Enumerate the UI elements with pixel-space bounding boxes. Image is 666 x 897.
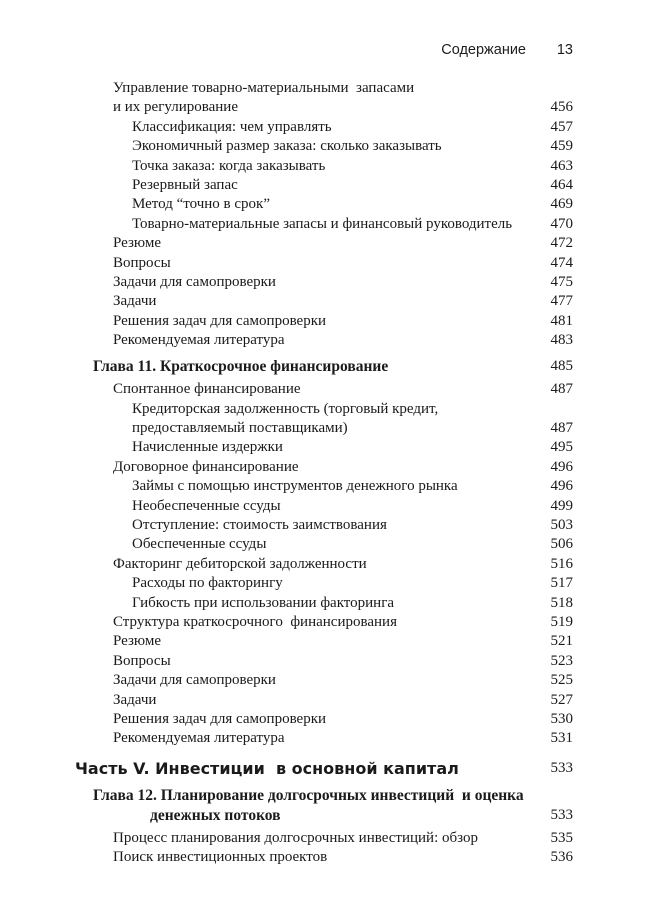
toc-entry-title [113,632,527,651]
toc-entry-title-line: Часть V. Инвестиции в основной капитал [75,758,459,778]
toc-entry-page-number: 456 [550,99,573,116]
toc-entry-title-line: Отступление: стоимость заимствования [132,516,387,533]
toc-entry-title-line: Необеспеченные ссуды [132,497,281,514]
toc-entry-page-number: 472 [550,235,573,252]
toc-entry-title [132,477,527,496]
toc-entry [0,632,573,651]
toc-entry-title-line: предоставляемый поставщиками) [132,419,348,436]
toc-entry [0,292,573,311]
toc-entry-title-line: Рекомендуемая литература [113,730,285,747]
toc-entry [0,438,573,457]
toc-entry-title [113,312,527,331]
toc-entry [0,254,573,273]
toc-entry-title [113,710,527,729]
toc-entry-page-number: 530 [550,711,573,727]
toc-entry-page-number: 470 [550,215,573,232]
toc-entry-page-number: 521 [550,633,573,650]
toc-entry-title [132,516,527,535]
toc-entry [0,357,573,376]
toc-entry-page-number: 475 [550,274,573,291]
toc-entry-title [132,176,527,195]
toc-entry-title [113,79,527,118]
toc-entry-page-number: 518 [550,594,573,611]
toc-entry-title-line: Гибкость при использовании факторинга [132,594,395,611]
toc-entry [0,234,573,253]
toc-entry-title [113,458,527,477]
toc-list [0,79,666,868]
toc-entry-title-line: Структура краткосрочного финансирования [113,613,397,630]
toc-entry [0,613,573,632]
toc-entry-title [132,118,527,137]
toc-entry-title [113,613,527,632]
toc-entry [0,555,573,574]
toc-entry-title-line: Поиск инвестиционных проектов [113,849,328,866]
toc-entry [0,118,573,137]
toc-entry-page-number: 487 [550,381,573,398]
toc-entry-page-number: 517 [550,575,573,592]
toc-entry-title [113,848,527,867]
toc-entry [0,848,573,867]
toc-entry-title-line: Рекомендуемая литература [113,332,285,349]
toc-entry-title-line: Кредиторская задолженность (торговый кредит, [132,400,439,417]
toc-entry-title-line: и их регулирование [113,99,238,116]
toc-entry [0,176,573,195]
toc-entry-page-number: 533 [550,759,573,776]
toc-entry [0,710,573,729]
toc-entry [0,691,573,710]
toc-entry-title-line: Экономичный размер заказа: сколько заказывать [132,138,442,155]
toc-entry-page-number: 506 [550,536,573,553]
toc-entry-title [113,234,527,253]
toc-entry-title [132,157,527,176]
toc-entry-title-line: Задачи [113,691,157,708]
toc-entry-title [132,400,527,439]
toc-entry-title [132,215,527,234]
toc-entry-title [113,292,527,311]
toc-entry-title [113,380,527,399]
toc-entry-title [113,671,527,690]
toc-entry-page-number: 457 [550,118,573,135]
toc-entry-page-number: 481 [550,312,573,329]
toc-entry-title [113,829,527,848]
toc-entry [0,516,573,535]
toc-entry-title-line: Управление товарно-материальными запасами [113,80,415,96]
toc-entry [0,759,573,778]
toc-entry-title [113,254,527,273]
toc-entry-title [113,331,527,350]
toc-entry-title [132,195,527,214]
toc-entry-page-number: 485 [550,357,573,374]
toc-entry-title [93,786,527,825]
toc-entry-title [75,759,527,778]
toc-entry-title [132,438,527,457]
toc-entry-title [132,497,527,516]
toc-entry-page-number: 469 [550,196,573,213]
toc-entry-page-number: 477 [550,293,573,310]
toc-entry-page-number: 527 [550,691,573,708]
toc-entry-title [132,594,527,613]
toc-entry-title-line: Займы с помощью инструментов денежного рынка [132,478,458,495]
toc-entry-title [113,691,527,710]
toc-entry-page-number: 499 [550,497,573,514]
toc-entry-page-number: 496 [550,478,573,495]
toc-entry-title-line: Решения задач для самопроверки [113,312,327,329]
toc-entry-title-line: Спонтанное финансирование [113,381,301,398]
toc-entry [0,195,573,214]
toc-entry-title-line: Расходы по факторингу [132,575,283,592]
toc-entry [0,157,573,176]
toc-entry-title-line: Метод “точно в срок” [132,196,270,213]
toc-entry [0,215,573,234]
toc-entry-title-line: Глава 12. Планирование долгосрочных инвестиций и оценка [93,787,524,805]
toc-entry-page-number: 463 [550,157,573,174]
toc-entry-page-number: 496 [550,458,573,475]
toc-entry-title-line: Резервный запас [132,177,238,194]
toc-entry [0,535,573,554]
toc-entry-title-line: Резюме [113,633,162,650]
toc-entry [0,79,573,118]
toc-entry-page-number: 483 [550,332,573,349]
toc-entry-title-line: Резюме [113,235,162,252]
toc-entry [0,380,573,399]
toc-entry-title-line: Товарно-материальные запасы и финансовый руководитель [132,215,513,232]
toc-entry-page-number: 525 [550,672,573,689]
toc-entry-title-line: Процесс планирования долгосрочных инвестиций: обзор [113,830,478,847]
toc-entry [0,331,573,350]
toc-entry-page-number: 536 [550,849,573,866]
toc-entry [0,574,573,593]
toc-entry [0,312,573,331]
toc-entry-title-line: Договорное финансирование [113,458,299,475]
toc-entry-page-number: 519 [550,613,573,630]
toc-entry [0,137,573,156]
toc-entry-title-line: Решения задач для самопроверки [113,711,327,727]
toc-entry-title [113,652,527,671]
toc-entry-page-number: 523 [550,652,573,669]
toc-entry [0,786,573,825]
toc-entry-title [132,137,527,156]
toc-entry-title-line: Обеспеченные ссуды [132,536,267,553]
toc-entry-page-number: 459 [550,138,573,155]
toc-entry-title [113,729,527,748]
toc-entry [0,652,573,671]
toc-entry-title-line: Классификация: чем управлять [132,118,332,135]
toc-entry-page-number: 495 [550,439,573,456]
toc-entry-title-line: Вопросы [113,254,171,271]
toc-entry [0,594,573,613]
toc-entry-title-line: Задачи [113,293,157,310]
toc-entry-title-line: Факторинг дебиторской задолженности [113,555,367,572]
toc-entry-title-line: денежных потоков [150,806,281,824]
header-section-title: Содержание [441,42,526,58]
toc-entry [0,458,573,477]
toc-entry-page-number: 531 [550,730,573,747]
page-header [0,0,666,58]
toc-entry [0,829,573,848]
header-page-number: 13 [556,42,573,58]
toc-entry-title [113,555,527,574]
toc-entry-title-line: Начисленные издержки [132,439,283,456]
toc-entry [0,729,573,748]
toc-entry-page-number: 516 [550,555,573,572]
toc-entry [0,497,573,516]
toc-entry-title-line: Точка заказа: когда заказывать [132,157,326,174]
toc-entry [0,273,573,292]
toc-entry-title-line: Глава 11. Краткосрочное финансирование [93,357,389,375]
toc-entry [0,477,573,496]
toc-entry-title [132,574,527,593]
toc-entry-page-number: 487 [550,419,573,436]
toc-entry-page-number: 464 [550,177,573,194]
toc-entry-page-number: 503 [550,516,573,533]
toc-entry-title [93,357,527,376]
toc-entry-title [132,535,527,554]
toc-entry-page-number: 533 [550,806,573,823]
toc-entry-title-line: Вопросы [113,652,171,669]
toc-entry-page-number: 535 [550,830,573,847]
toc-entry-title-line: Задачи для самопроверки [113,274,276,291]
toc-entry [0,671,573,690]
toc-entry-title-line: Задачи для самопроверки [113,672,276,689]
toc-entry-title [113,273,527,292]
toc-entry-page-number: 474 [550,254,573,271]
toc-entry [0,400,573,439]
